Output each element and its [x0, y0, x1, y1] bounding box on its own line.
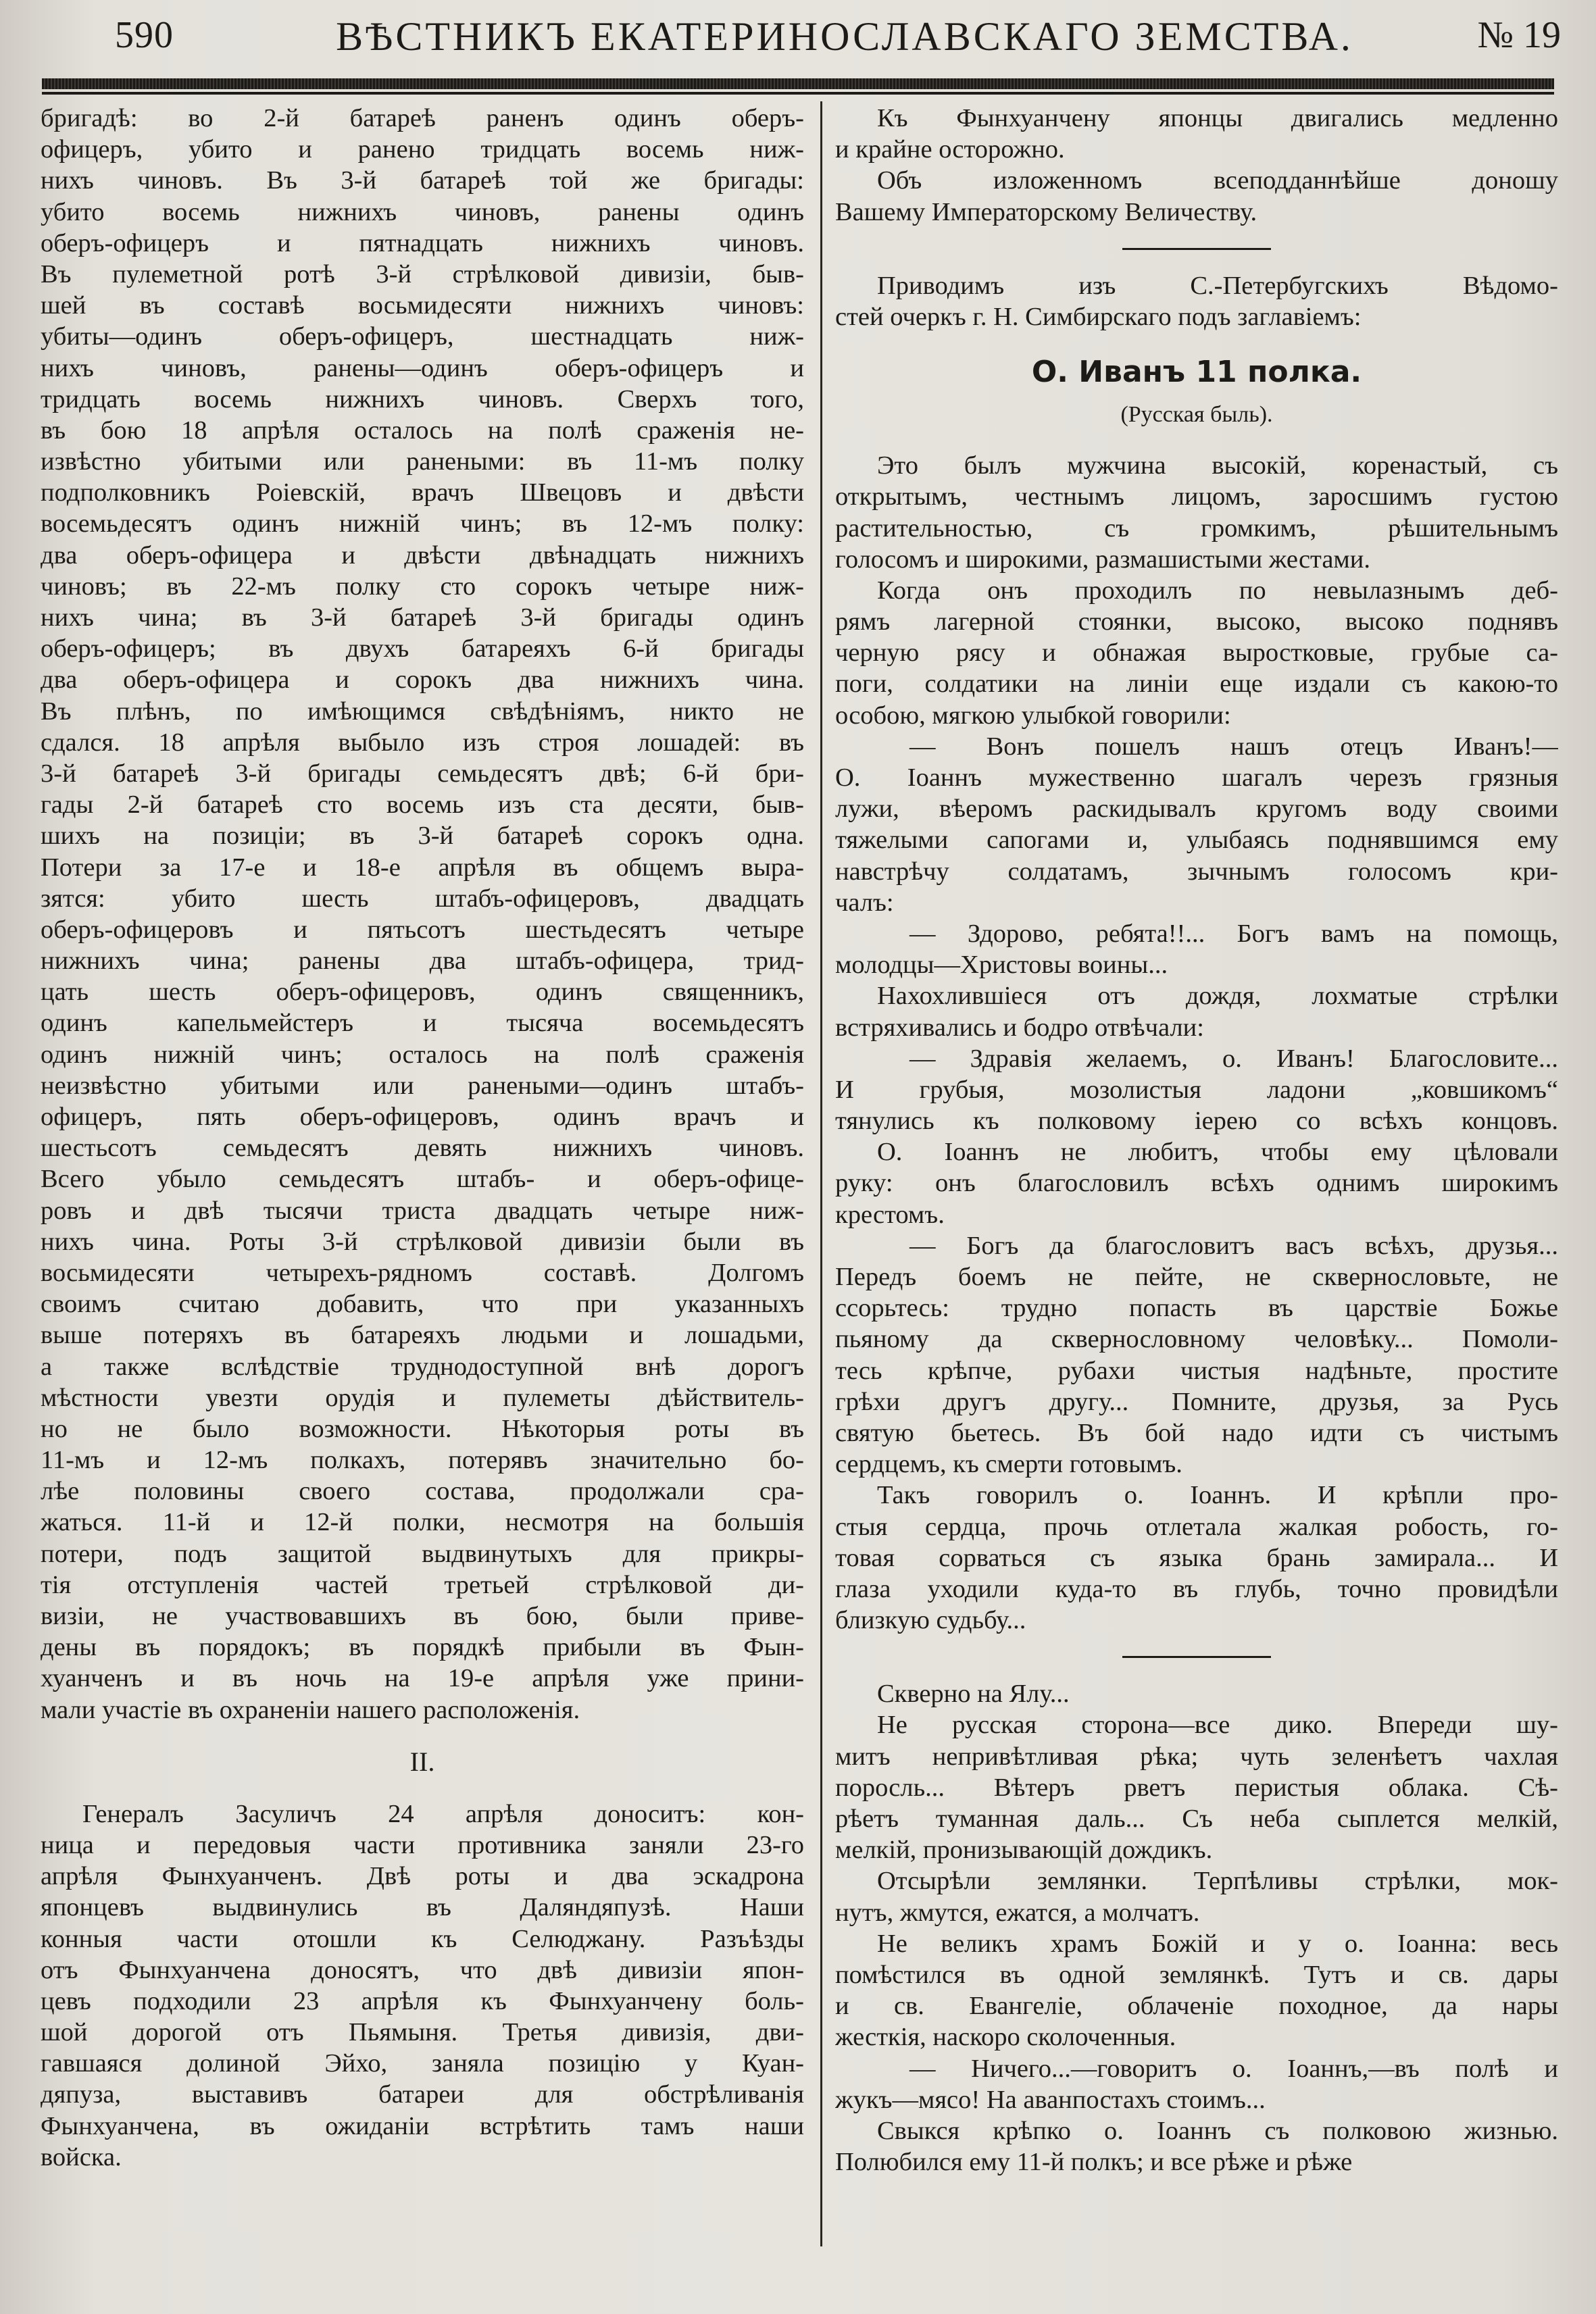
text-line: шестьсотъ семьдесятъ девять нижнихъ чиновъ. — [41, 1134, 804, 1163]
text-line: тяжелыми сапогами и, улыбаясь поднявшимся ему — [835, 826, 1558, 855]
text-line: рѣетъ туманная даль... Съ неба сыплется мелкій, — [835, 1805, 1558, 1833]
text-line: Объ изложенномъ всеподданнѣйше доношу — [877, 166, 1558, 195]
text-line: крестомъ. — [835, 1200, 945, 1229]
text-line: убиты—одинъ оберъ-офицеръ, шестнадцать ниж- — [41, 322, 804, 351]
text-line: Не русская сторона—все дико. Впереди шу- — [877, 1711, 1558, 1740]
text-line: нижнихъ чина; ранены два штабъ-офицера, трид- — [41, 947, 804, 976]
text-line: бригадѣ: во 2-й батареѣ раненъ одинъ оберъ- — [41, 104, 804, 132]
text-line: пьяному да сквернословному человѣку... Помоли- — [835, 1325, 1558, 1354]
text-line: Не великъ храмъ Божій и у о. Іоанна: весь — [877, 1929, 1558, 1958]
text-line: нутъ, жмутся, ежатся, а молчатъ. — [835, 1898, 1200, 1927]
text-line: Къ Фынхуанчену японцы двигались медленно — [877, 104, 1558, 132]
story-subtitle: (Русская быль). — [1120, 402, 1273, 428]
text-line: лужи, вѣеромъ раскидывалъ кругомъ воду своими — [835, 795, 1558, 824]
text-line: тянулись къ полковому іерею со всѣхъ концовъ. — [835, 1107, 1558, 1136]
text-line: поги, солдатики на линіи еще издали съ какою-то — [835, 670, 1558, 699]
text-line: близкую судьбу... — [835, 1606, 1026, 1635]
text-line: помѣстился въ одной землянкѣ. Тутъ и св. дары — [835, 1960, 1558, 1989]
text-line: рямъ лагерной стоянки, высоко, высоко поднявъ — [835, 607, 1558, 636]
text-line: войска. — [41, 2142, 122, 2171]
text-line: ровъ и двѣ тысячи триста двадцать четыре ниж- — [41, 1196, 804, 1225]
text-line: восьмидесяти четырехъ-рядномъ составѣ. Долгомъ — [41, 1258, 804, 1287]
text-line: сердцемъ, къ смерти готовымъ. — [835, 1450, 1182, 1479]
text-line: подполковникъ Роіевскій, врачъ Швецовъ и двѣсти — [41, 478, 804, 507]
text-line: цать шесть оберъ-офицеровъ, одинъ священникъ, — [41, 978, 804, 1007]
text-line: нихъ чиновъ. Въ 3-й батареѣ той же бригады: — [41, 166, 804, 195]
text-line: лѣе половины своего состава, продолжали сра- — [41, 1477, 804, 1506]
story-title: О. Иванъ 11 полка. — [1031, 355, 1362, 390]
text-line: мали участіе въ охраненіи нашего расположенія. — [41, 1695, 580, 1724]
text-line: Нахохлившіеся отъ дождя, лохматые стрѣлки — [877, 982, 1558, 1011]
text-line: своимъ считаю добавить, что при указанныхъ — [41, 1290, 804, 1319]
text-line: голосомъ и широкими, размашистыми жестами. — [835, 545, 1371, 574]
text-line: тія отступленія частей третьей стрѣлковой ди- — [41, 1570, 804, 1599]
separator-rule-2 — [1122, 1656, 1271, 1658]
separator-rule — [1122, 248, 1271, 250]
text-line: встряхивались и бодро отвѣчали: — [835, 1013, 1204, 1042]
text-line: Приводимъ изъ С.-Петербугскихъ Вѣдомо- — [877, 271, 1558, 300]
text-line: гавшаяся долиной Эйхо, заняла позицію у Куан- — [41, 2049, 804, 2078]
story-text — [835, 450, 1558, 1636]
text-line: мѣстности увезти орудія и пулеметы дѣйствитель- — [41, 1383, 804, 1412]
text-line: тридцать восемь нижнихъ чиновъ. Сверхъ того, — [41, 384, 804, 413]
text-line: визіи, не участвовавшихъ въ бою, были приве- — [41, 1602, 804, 1630]
text-line: Скверно на Ялу... — [877, 1680, 1070, 1709]
text-line: оберъ-офицеръ и пятнадцать нижнихъ чиновъ. — [41, 228, 804, 257]
text-line: черную рясу и обнажая выростковые, грубые са- — [835, 638, 1558, 668]
text-line: святую бьетесь. Въ бой надо идти съ чистымъ — [835, 1418, 1558, 1447]
text-line: Генералъ Засуличъ 24 апрѣля доноситъ: кон- — [82, 1799, 804, 1828]
text-line: офицеръ, убито и ранено тридцать восемь ниж- — [41, 135, 804, 164]
text-line: жесткія, наскоро сколоченныя. — [835, 2023, 1176, 2052]
text-line: но не было возможности. Нѣкоторыя роты въ — [41, 1414, 804, 1443]
text-line: жаться. 11-й и 12-й полки, несмотря на большія — [41, 1508, 804, 1537]
text-line: И грубыя, мозолистыя ладони „ковшикомъ“ — [835, 1075, 1558, 1104]
text-line: молодцы—Христовы воины... — [835, 951, 1168, 980]
text-line: дены въ порядокъ; въ порядкѣ прибыли въ Фын- — [41, 1633, 804, 1662]
text-line: нихъ чина. Роты 3-й стрѣлковой дивизіи были въ — [41, 1227, 804, 1256]
text-line: хуанченъ и въ ночь на 19-е апрѣля уже прини- — [41, 1664, 804, 1693]
text-line: чалъ: — [835, 888, 894, 917]
text-line: Потери за 17-е и 18-е апрѣля въ общемъ выра- — [41, 853, 804, 882]
text-line: тесь крѣпче, рубахи чистыя надѣньте, простите — [835, 1356, 1558, 1385]
text-line: одинъ нижній чинъ; осталось на полѣ сраженія — [41, 1040, 804, 1069]
story-text-continued — [835, 1678, 1558, 2178]
text-line: ница и передовыя части противника заняли 23-го — [41, 1830, 804, 1859]
text-line: два оберъ-офицера и сорокъ два нижнихъ чина. — [41, 665, 804, 695]
text-line: сдался. 18 апрѣля выбыло изъ строя лошадей: въ — [41, 728, 804, 757]
text-line: шей въ составѣ восьмидесяти нижнихъ чиновъ: — [41, 291, 804, 320]
text-line: — Здравія желаемъ, о. Иванъ! Благословите... — [909, 1044, 1558, 1073]
text-line: глаза уходили куда-то въ глубь, точно провидѣли — [835, 1574, 1558, 1603]
text-line: Полюбился ему 11-й полкъ; и все рѣже и рѣже — [835, 2148, 1353, 2177]
text-line: Это былъ мужчина высокій, коренастый, съ — [877, 451, 1558, 480]
right-column — [835, 103, 1558, 2178]
text-line: извѣстно убитыми или ранеными: въ 11-мъ полку — [41, 447, 804, 476]
left-column — [41, 103, 804, 2173]
text-line: растительностью, съ громкимъ, рѣшительнымъ — [835, 513, 1558, 543]
text-line: особою, мягкою улыбкой говорили: — [835, 701, 1231, 730]
text-line: — Вонъ пошелъ нашъ отецъ Иванъ!— — [909, 732, 1558, 761]
text-line: и крайне осторожно. — [835, 135, 1065, 164]
report-text — [41, 103, 804, 1726]
text-line: отъ Фынхуанчена доносятъ, что двѣ дивизіи япон- — [41, 1955, 804, 1984]
text-line: неизвѣстно убитыми или ранеными—одинъ штабъ- — [41, 1071, 804, 1100]
text-line: стыя сердца, прочь отлетала жалкая робость, го- — [835, 1512, 1558, 1541]
header-rule-thin — [42, 92, 1554, 95]
text-line: восемьдесятъ одинъ нижній чинъ; въ 12-мъ полку: — [41, 509, 804, 538]
text-line: шой дорогой отъ Пьямыня. Третья дивизія, дви- — [41, 2018, 804, 2047]
text-line: офицеръ, пять оберъ-офицеровъ, одинъ врачъ и — [41, 1103, 804, 1131]
text-line: 11-мъ и 12-мъ полкахъ, потерявъ значительно бо- — [41, 1446, 804, 1475]
text-line: и св. Евангеліе, облаченіе походное, да нары — [835, 1992, 1558, 2021]
text-line: навстрѣчу солдатамъ, зычнымъ голосомъ кри- — [835, 857, 1558, 886]
text-line: оберъ-офицеръ; въ двухъ батареяхъ 6-й бригады — [41, 634, 804, 663]
text-line: митъ непривѣтливая рѣка; чуть зеленѣетъ чахлая — [835, 1742, 1558, 1771]
text-line: грѣхи другъ другу... Помните, друзья, за Русь — [835, 1387, 1558, 1416]
text-line: мелкій, пронизывающій дождикъ. — [835, 1836, 1213, 1865]
text-line: — Богъ да благословитъ васъ всѣхъ, друзья... — [909, 1231, 1558, 1260]
text-line: 3-й батареѣ 3-й бригады семьдесятъ двѣ; 6-й бри- — [41, 759, 804, 788]
text-line: Фынхуанчена, въ ожиданіи встрѣтить тамъ наши — [41, 2111, 804, 2140]
text-line: нихъ чиновъ, ранены—одинъ оберъ-офицеръ и — [41, 353, 804, 382]
issue-number: № 19 — [1477, 14, 1561, 56]
text-line: О. Іоаннъ не любитъ, чтобы ему цѣловали — [877, 1138, 1558, 1167]
text-line: О. Іоаннъ мужественно шагалъ черезъ грязныя — [835, 763, 1558, 792]
article-intro — [835, 270, 1558, 332]
report-closing-text — [835, 103, 1558, 228]
text-line: гады 2-й батареѣ сто восемь изъ ста десяти, быв- — [41, 790, 804, 820]
page-header — [115, 9, 1561, 64]
text-line: два оберъ-офицера и двѣсти двѣнадцать нижнихъ — [41, 540, 804, 570]
text-line: товая сорваться съ языка брань замирала... И — [835, 1543, 1558, 1572]
header-rule-thick — [42, 78, 1554, 89]
section-number: II. — [409, 1746, 435, 1777]
text-line: оберъ-офицеровъ и пятьсотъ шестьдесятъ четыре — [41, 915, 804, 944]
text-line: убито восемь нижнихъ чиновъ, ранены одинъ — [41, 197, 804, 226]
text-line: стей очеркъ г. Н. Симбирскаго подъ заглавіемъ: — [835, 302, 1362, 331]
text-line: одинъ капельмейстеръ и тысяча восемьдесятъ — [41, 1009, 804, 1038]
text-line: Въ пулеметной ротѣ 3-й стрѣлковой дивизіи, быв- — [41, 259, 804, 288]
text-line: поросль... Вѣтеръ рветъ перистыя облака. Сѣ- — [835, 1773, 1558, 1802]
text-line: потери, подъ защитой выдвинутыхъ для прикры- — [41, 1539, 804, 1568]
zasulich-report-text — [41, 1799, 804, 2173]
text-line: Въ плѣнъ, по имѣющимся свѣдѣніямъ, никто не — [41, 697, 804, 726]
text-line: зятся: убито шесть штабъ-офицеровъ, двадцать — [41, 884, 804, 913]
text-line: Отсырѣли землянки. Терпѣливы стрѣлки, мок- — [877, 1867, 1558, 1896]
text-line: открытымъ, честнымъ лицомъ, заросшимъ густою — [835, 482, 1558, 511]
text-line: японцевъ выдвинулись въ Даляндяпузѣ. Наши — [41, 1893, 804, 1922]
text-line: конныя части отошли къ Селюджану. Разъѣзды — [41, 1924, 804, 1953]
text-line: жукъ—мясо! На аванпостахъ стоимъ... — [835, 2085, 1266, 2114]
text-line: въ бою 18 апрѣля осталось на полѣ сраженія не- — [41, 416, 804, 445]
text-line: а также вслѣдствіе труднодоступной внѣ дорогъ — [41, 1352, 804, 1381]
text-line: — Здорово, ребята!!... Богъ вамъ на помощь, — [909, 919, 1558, 948]
page-number: 590 — [115, 14, 174, 56]
text-line: Такъ говорилъ о. Іоаннъ. И крѣпли про- — [877, 1481, 1558, 1510]
text-line: нихъ чина; въ 3-й батареѣ 3-й бригады одинъ — [41, 603, 804, 632]
journal-title: ВѢСТНИКЪ ЕКАТЕРИНОСЛАВСКАГО ЗЕМСТВА. — [336, 14, 1353, 59]
column-divider — [820, 101, 822, 2246]
text-line: Свыкся крѣпко о. Іоаннъ съ полковою жизнью. — [877, 2116, 1558, 2145]
text-line: апрѣля Фынхуанченъ. Двѣ роты и два эскадрона — [41, 1862, 804, 1891]
text-line: цевъ подходили 23 апрѣля къ Фынхуанчену боль- — [41, 1986, 804, 2015]
text-line: Передъ боемъ не пейте, не сквернословьте, не — [835, 1263, 1558, 1291]
text-line: выше потеряхъ въ батареяхъ людьми и лошадьми, — [41, 1321, 804, 1350]
text-line: — Ничего...—говоритъ о. Іоаннъ,—въ полѣ и — [909, 2054, 1558, 2083]
text-line: Вашему Императорскому Величеству. — [835, 197, 1257, 226]
text-line: руку: онъ благословилъ всѣхъ однимъ широкимъ — [835, 1169, 1558, 1198]
text-line: дяпуза, выставивъ батареи для обстрѣливанія — [41, 2080, 804, 2109]
text-line: ссорьтесь: трудно попасть въ царствіе Божье — [835, 1294, 1558, 1323]
text-line: Всего убыло семьдесятъ штабъ- и оберъ-офице- — [41, 1165, 804, 1194]
text-line: Когда онъ проходилъ по невылазнымъ деб- — [877, 576, 1558, 605]
text-line: чиновъ; въ 22-мъ полку сто сорокъ четыре ниж- — [41, 572, 804, 601]
text-line: шихъ на позиціи; въ 3-й батареѣ сорокъ одна. — [41, 822, 804, 851]
